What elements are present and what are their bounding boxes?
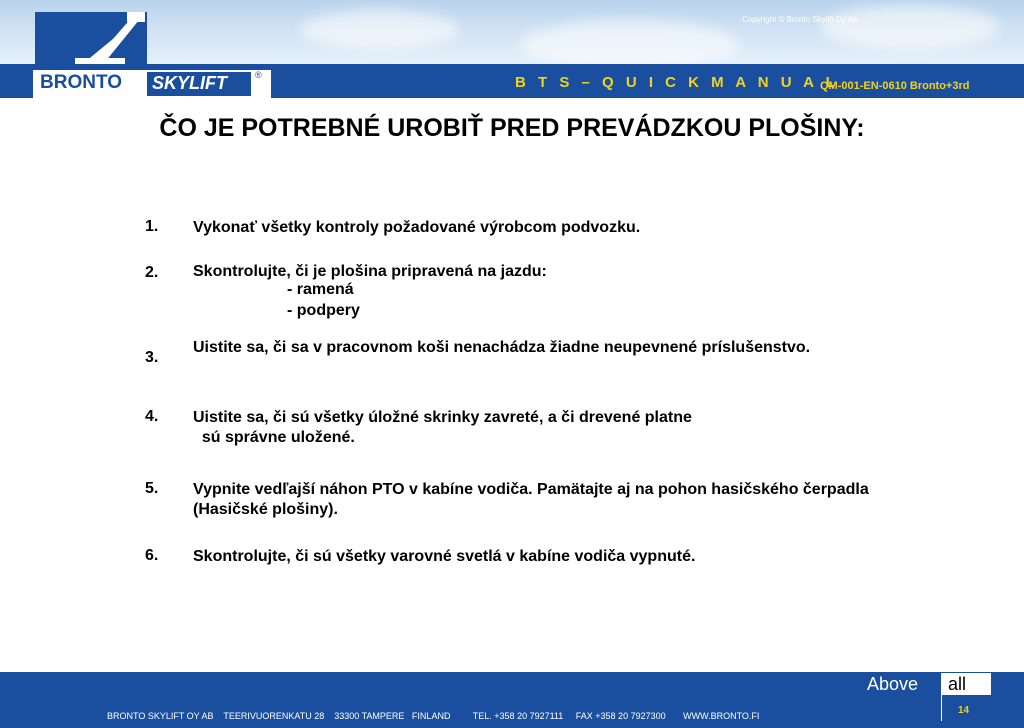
list-item-number: 3. xyxy=(145,349,159,366)
page-number: 14 xyxy=(958,705,970,716)
aerial-platform-icon xyxy=(35,12,147,64)
list-item-text: Vykonať všetky kontroly požadované výrobcom podvozku. xyxy=(193,219,641,236)
footer-contact: BRONTO SKYLIFT OY AB TEERIVUORENKATU 28 33300 TAMPERE FINLAND TEL. +358 20 7927111 FAX +358 20 7927300 WWW.BRONTO.FI xyxy=(107,711,760,721)
list-item-text: Skontrolujte, či sú všetky varovné svetlá v kabíne vodiča vypnuté. xyxy=(193,548,696,565)
bronto-logo-mark xyxy=(35,12,147,64)
slogan-all: all xyxy=(948,674,967,694)
list-item-text: Vypnite vedľajší náhon PTO v kabíne vodiča. Pamätajte aj na pohon hasičského čerpadla (Hasičské plošiny). xyxy=(193,481,869,518)
list-item-text: Skontrolujte, či je plošina pripravená na jazdu: xyxy=(193,263,547,280)
page-title: ČO JE POTREBNÉ UROBIŤ PRED PREVÁDZKOU PLOŠINY: xyxy=(159,114,865,142)
list-item-number: 4. xyxy=(145,408,159,425)
list-item-number: 5. xyxy=(145,480,159,497)
list-item-number: 6. xyxy=(145,547,159,564)
header-sky-background xyxy=(0,0,1024,64)
registered-mark: ® xyxy=(255,70,262,80)
list-subitem: - ramená xyxy=(287,281,354,298)
document-reference: QM-001-EN-0610 Bronto+3rd xyxy=(820,80,970,92)
brand-bronto: BRONTO xyxy=(40,72,122,93)
slogan-above: Above xyxy=(867,674,919,694)
list-subitem: - podpery xyxy=(287,302,360,319)
list-item-number: 2. xyxy=(145,264,159,281)
list-item-text: Uistite sa, či sú všetky úložné skrinky zavreté, a či drevené platne sú správne uložené. xyxy=(193,409,692,446)
list-item-text: Uistite sa, či sa v pracovnom koši nenachádza žiadne neupevnené príslušenstvo. xyxy=(193,339,811,356)
list-item-number: 1. xyxy=(145,218,159,235)
footer-divider xyxy=(941,695,942,721)
manual-title: B T S – Q U I C K M A N U A L xyxy=(515,74,839,91)
copyright-text: Copyright © Bronto Skylift Oy Ab xyxy=(742,15,858,24)
brand-skylift: SKYLIFT xyxy=(152,73,227,93)
